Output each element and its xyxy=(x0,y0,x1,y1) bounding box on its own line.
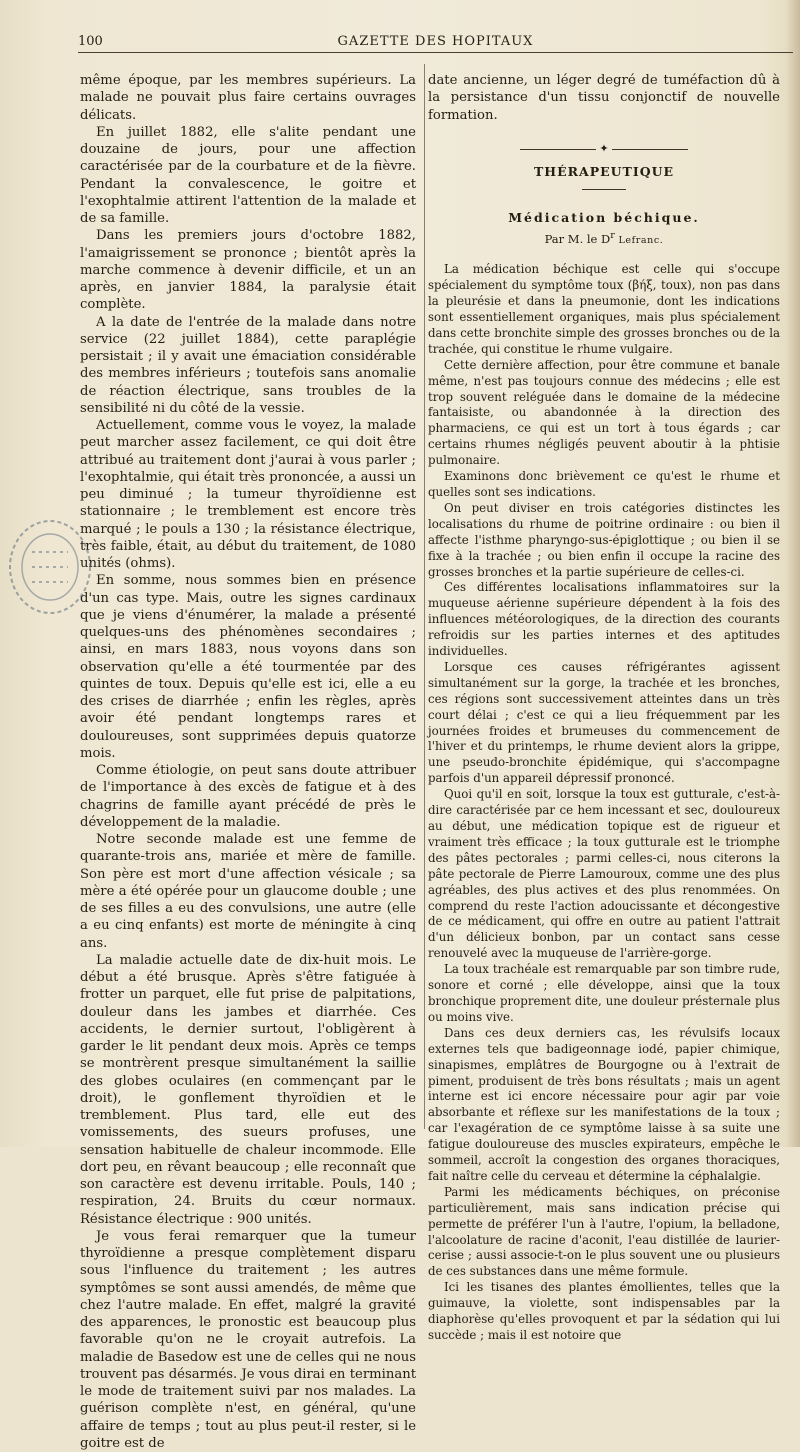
running-title: GAZETTE DES HOPITAUX xyxy=(337,34,534,49)
paragraph: Quoi qu'il en soit, lorsque la toux est gutturale, c'est-à-dire caractérisée par ce hem incessant et sec, douloureux au début, une médication topique est de rigueur et vraiment très efficace ; la toux gutturale est le triomphe des pâtes pectorales ; parmi celles-ci, nous citerons la pâte pectorale de Pierre Lamouroux, comme une des plus agréables, des plus actives et des plus renommées. On comprend du reste l'action adoucissante et décongestive de ce médicament, qui offre en outre au patient l'attrait d'un délicieux bonbon, par un contact sans cesse renouvelé avec la muqueuse de l'arrière-gorge. xyxy=(428,787,780,961)
column-divider xyxy=(424,64,425,1129)
article-body xyxy=(428,262,780,1344)
page-edge-shadow xyxy=(786,0,800,1147)
paragraph: A la date de l'entrée de la malade dans notre service (22 juillet 1884), cette paraplégie persistait ; il y avait une émaciation considérable des membres inférieurs ; toutefois sans anomalie de réaction électrique, sans troubles de la sensibilité ni du côté de la vessie. xyxy=(80,314,416,416)
paragraph: Cette dernière affection, pour être commune et banale même, n'est pas toujours connue des médecins ; elle est trop souvent reléguée dans le domaine de la médecine fantaisiste, ou abandonnée à la direction des pharmaciens, ce qui est un tort à tous égards ; car certains rhumes négligés peuvent aboutir à la phtisie pulmonaire. xyxy=(428,357,780,468)
paragraph: Dans les premiers jours d'octobre 1882, l'amaigrissement se prononce ; bientôt après la marche commence à devenir difficile, et un an après, en janvier 1884, la paralysie était complète. xyxy=(80,228,416,313)
article-title: Médication béchique. xyxy=(508,209,700,225)
section-heading: THÉRAPEUTIQUE xyxy=(533,163,675,179)
paragraph: On peut diviser en trois catégories distinctes les localisations du rhume de poitrine ordinaire : ou bien il affecte l'isthme pharyngo-sus-épiglottique ; ou bien il se fixe à la trachée ; ou bien enfin il occupe la racine des grosses bronches et la partie supérieure de celles-ci. xyxy=(428,500,780,579)
paragraph: La maladie actuelle date de dix-huit mois. Le début a été brusque. Après s'être fatiguée à frotter un parquet, elle fut prise de palpitations, douleur dans les jambes et diarrhée. Ces accidents, le dernier surtout, l'obligèrent à garder le lit pendant deux mois. Après ce temps se montrèrent presque simultanément la saillie des globes oculaires (en commençant par le droit), le gonflement thyroïdien et le tremblement. Plus tard, elle eut des vomissements, des sueurs profuses, une sensation habituelle de chaleur incommode. Elle dort peu, en rêvant beaucoup ; elle reconnaît que son caractère est devenu irritable. Pouls, 140 ; respiration, 24. Bruits du cœur normaux. Résistance électrique : 900 unités. xyxy=(80,952,416,1227)
paragraph: Dans ces deux derniers cas, les révulsifs locaux externes tels que badigeonnage iodé, papier chimique, sinapismes, emplâtres de Bourgogne ou à l'extrait de piment, produisent de très bons résultats ; mais un agent interne est ici encore nécessaire pour agir par voie absorbante et réflexe sur les manifestations de la toux ; car l'exagération de ce symptôme laisse à sa suite une fatigue douloureuse des muscles expirateurs, empêche le sommeil, accroît la congestion des organes thoraciques, fait naître celle du cerveau et détermine la céphalalgie. xyxy=(428,1025,780,1183)
paragraph: Actuellement, comme vous le voyez, la malade peut marcher assez facilement, ce qui doit être attribué au traitement dont j'aurai à vous parler ; l'exophtalmie, qui était très prononcée, a aussi un peu diminué ; la tumeur thyroïdienne est stationnaire ; le tremblement est encore très marqué ; le pouls a 130 ; la résistance électrique, très faible, était, au début du traitement, de 1080 unités (ohms). xyxy=(80,418,416,571)
paragraph: Je vous ferai remarquer que la tumeur thyroïdienne a presque complètement disparu sous l'influence du traitement ; les autres symptômes se sont aussi amendés, de même que chez l'autre malade. En effet, malgré la gravité des apparences, le pronostic est beaucoup plus favorable qu'on ne le croyait autrefois. La maladie de Basedow est une de celles qui ne nous trouvent pas désarmés. Je vous dirai en terminant le mode de traitement suivi par nos malades. La guérison complète n'est, en général, qu'une affaire de temps ; tout au plus peut-il rester, si le goitre est de xyxy=(80,1228,416,1451)
page-number: 100 xyxy=(78,34,103,49)
paragraph: En juillet 1882, elle s'alite pendant une douzaine de jours, pour une affection caractérisée par de la courbature et de la fièvre. Pendant la convalescence, le goitre et l'exophtalmie attirent l'attention de la malade et de sa famille. xyxy=(80,124,416,226)
paragraph: Ici les tisanes des plantes émollientes, telles que la guimauve, la violette, sont indispensables par la diaphorèse qu'elles provoquent et par la sédation qui lui succède ; mais il est notoire que xyxy=(428,1280,780,1343)
paragraph: La toux trachéale est remarquable par son timbre rude, sonore et corné ; elle développe, ainsi que la toux bronchique proprement dite, une douleur présternale plus ou moins vive. xyxy=(428,962,780,1024)
byline xyxy=(428,228,780,249)
continued-paragraph: date ancienne, un léger degré de tuméfaction dû à la persistance d'un tissu conjonctif de nouvelle formation. xyxy=(428,73,780,123)
ornamental-divider xyxy=(428,140,780,160)
right-column xyxy=(428,72,780,1344)
library-stamp-icon xyxy=(2,512,98,622)
paragraph: La médication béchique est celle qui s'occupe spécialement du symptôme toux (βήξ, toux), non pas dans la pleurésie et dans la pneumonie, dont les indications sont essentiellement organiques, mais plus spécialement dans cette bronchite simple des grosses bronches ou de la trachée, qui constitue le rhume vulgaire. xyxy=(428,262,780,356)
paragraph: Notre seconde malade est une femme de quarante-trois ans, mariée et mère de famille. Son père est mort d'une affection vésicale ; sa mère a été opérée pour un glaucome double ; une de ses filles a eu des convulsions, une autre (elle a eu cinq enfants) est morte de méningite à cinq ans. xyxy=(80,832,416,951)
left-column xyxy=(80,72,416,1452)
paragraph: Ces différentes localisations inflammatoires sur la muqueuse aérienne supérieure dépendent à la fois des influences météorologiques, de la direction des courants refroidis sur les parties internes et des aptitudes individuelles. xyxy=(428,580,780,659)
byline-prefix: Par M. le D xyxy=(544,231,611,246)
paragraph: Lorsque ces causes réfrigérantes agissent simultanément sur la gorge, la trachée et les bronches, ces régions sont successivement atteintes dans un très court délai ; c'est ce qui a lieu fréquemment par les journées froides et brumeuses du commencement de l'hiver et du printemps, le rhume devient alors la grippe, une pseudo-bronchite épidémique, qui s'accompagne parfois d'un appareil dépressif prononcé. xyxy=(428,659,780,786)
paragraph: Examinons donc brièvement ce qu'est le rhume et quelles sont ses indications. xyxy=(428,469,780,499)
fleuron-icon: ✦ xyxy=(428,141,780,157)
page-header xyxy=(78,30,793,53)
byline-superscript: r xyxy=(610,229,615,241)
paragraph: Comme étiologie, on peut sans doute attribuer de l'importance à des excès de fatigue et à des chagrins de famille ayant précédé de près le développement de la maladie. xyxy=(80,763,416,830)
paragraph: Parmi les médicaments béchiques, on préconise particulièrement, mais sans indication précise qui permette de préférer l'un à l'autre, l'opium, la belladone, l'alcoolature de racine d'aconit, l'eau distillée de laurier-cerise ; aussi associe-t-on le plus souvent une ou plusieurs de ces substances dans une même formule. xyxy=(428,1184,780,1279)
author-name: Lefranc. xyxy=(618,234,664,246)
heading-rule xyxy=(582,189,626,190)
paragraph: En somme, nous sommes bien en présence d'un cas type. Mais, outre les signes cardinaux que je viens d'énumérer, la malade a présenté quelques-uns des phénomènes secondaires ; ainsi, en mars 1883, nous voyons dans son observation qu'elle a été tourmentée par des quintes de toux. Depuis qu'elle est ici, elle a eu des crises de diarrhée ; enfin les règles, après avoir été pendant longtemps rares et douloureuses, sont supprimées depuis quatorze mois. xyxy=(80,573,416,761)
paragraph: même époque, par les membres supérieurs. La malade ne pouvait plus faire certains ouvrages délicats. xyxy=(80,73,416,123)
